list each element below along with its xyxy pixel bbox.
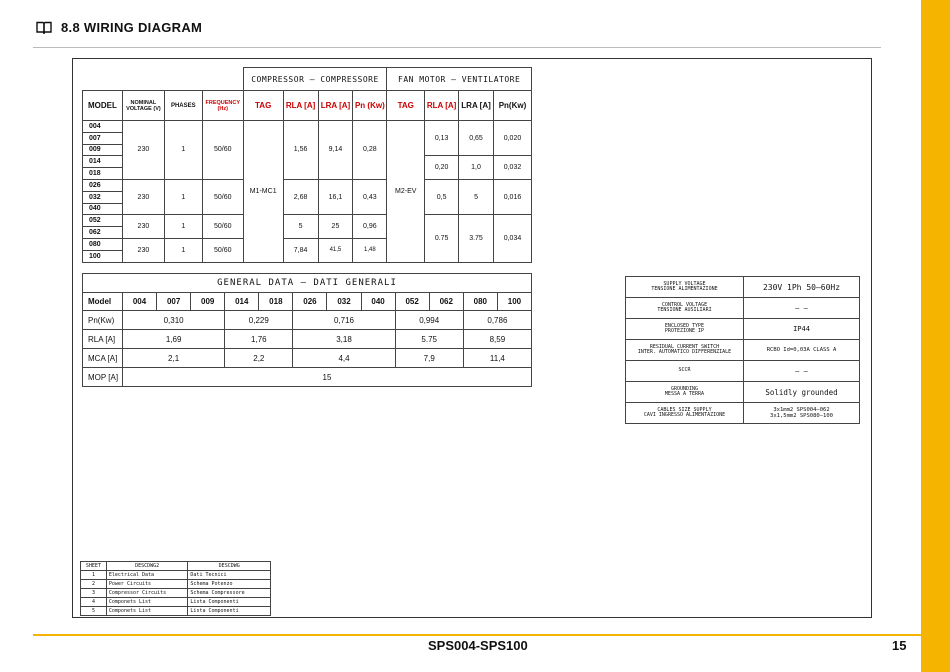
supply-value: 230V 1Ph 50–60Hz bbox=[744, 277, 860, 298]
phases-cell: 1 bbox=[164, 121, 202, 180]
voltage-cell: 230 bbox=[122, 238, 164, 262]
general-model-cell: 014 bbox=[225, 293, 259, 311]
lra-cell: 9,14 bbox=[318, 121, 353, 180]
fan-lra-cell: 5 bbox=[459, 179, 494, 214]
fan-lra-cell: 1,0 bbox=[459, 156, 494, 180]
fan-pn-cell: 0,020 bbox=[493, 121, 531, 156]
sheet-number: 5 bbox=[81, 607, 107, 616]
page-title: 8.8 WIRING DIAGRAM bbox=[61, 20, 203, 35]
row-label-mop: MOP [A] bbox=[83, 368, 123, 387]
sheet-number: 4 bbox=[81, 598, 107, 607]
fan-lra-cell: 0,65 bbox=[459, 121, 494, 156]
section-heading bbox=[36, 20, 202, 35]
frequency-cell: 50/60 bbox=[202, 179, 243, 214]
fan-rla-cell: 0.75 bbox=[425, 215, 459, 262]
phases-cell: 1 bbox=[164, 238, 202, 262]
voltage-cell: 230 bbox=[122, 179, 164, 214]
fan-pn-cell: 0,016 bbox=[493, 179, 531, 214]
top-divider bbox=[33, 47, 881, 48]
general-model-cell: 009 bbox=[191, 293, 225, 311]
model-cell: 018 bbox=[83, 168, 123, 180]
supply-value: IP44 bbox=[744, 319, 860, 340]
side-accent-bar bbox=[921, 0, 950, 672]
footer-divider bbox=[33, 634, 921, 636]
compressor-group-header: COMPRESSOR – COMPRESSORE bbox=[243, 68, 387, 91]
col-fan-lra: LRA [A] bbox=[459, 91, 494, 121]
model-cell: 009 bbox=[83, 144, 123, 156]
row-label-rla: RLA [A] bbox=[83, 330, 123, 349]
rla-value: 1,76 bbox=[225, 330, 293, 349]
lra-cell: 41,5 bbox=[318, 238, 353, 262]
general-model-cell: 018 bbox=[259, 293, 293, 311]
fan-rla-cell: 0,13 bbox=[425, 121, 459, 156]
fan-pn-cell: 0,032 bbox=[493, 156, 531, 180]
phases-cell: 1 bbox=[164, 215, 202, 239]
sheet-desc-it: Lista Componenti bbox=[188, 598, 271, 607]
col-frequency: FREQUENCY (Hz) bbox=[202, 91, 243, 121]
frequency-cell: 50/60 bbox=[202, 121, 243, 180]
col-lra: LRA [A] bbox=[318, 91, 353, 121]
sheet-desc-en: Componets List bbox=[106, 598, 188, 607]
supply-label: RESIDUAL CURRENT SWITCH INTER. AUTOMATICO DIFFERENZIALE bbox=[626, 340, 744, 361]
mca-value: 11,4 bbox=[463, 349, 531, 368]
supply-label: SCCR bbox=[626, 361, 744, 382]
model-cell: 014 bbox=[83, 156, 123, 168]
model-cell: 032 bbox=[83, 191, 123, 203]
pn-value: 0,786 bbox=[463, 311, 531, 330]
pn-cell: 1,48 bbox=[353, 238, 387, 262]
frequency-cell: 50/60 bbox=[202, 238, 243, 262]
fan-tag-cell: M2-EV bbox=[387, 121, 425, 263]
footer-model-range: SPS004-SPS100 bbox=[428, 638, 528, 653]
general-title: GENERAL DATA – DATI GENERALI bbox=[83, 274, 532, 293]
col-fan-pn: Pn(Kw) bbox=[493, 91, 531, 121]
sheet-desc-it: Lista Componenti bbox=[188, 607, 271, 616]
model-cell: 080 bbox=[83, 238, 123, 250]
supply-label: CONTROL VOLTAGE TENSIONE AUSILIARI bbox=[626, 298, 744, 319]
general-model-cell: 026 bbox=[293, 293, 327, 311]
general-model-cell: 080 bbox=[463, 293, 497, 311]
pn-value: 0,229 bbox=[225, 311, 293, 330]
fan-group-header: FAN MOTOR – VENTILATORE bbox=[387, 68, 532, 91]
fan-pn-cell: 0,034 bbox=[493, 215, 531, 262]
sheet-desc-it: Schema Potenzo bbox=[188, 580, 271, 589]
fan-lra-cell: 3.75 bbox=[459, 215, 494, 262]
model-cell: 026 bbox=[83, 179, 123, 191]
fan-rla-cell: 0,5 bbox=[425, 179, 459, 214]
supply-value: Solidly grounded bbox=[744, 382, 860, 403]
supply-data-table bbox=[625, 276, 860, 424]
pn-cell: 0,96 bbox=[353, 215, 387, 239]
mca-value: 2,1 bbox=[123, 349, 225, 368]
sheet-desc-en: Power Circuits bbox=[106, 580, 188, 589]
rla-cell: 7,84 bbox=[283, 238, 318, 262]
sheet-list-table bbox=[80, 561, 271, 616]
voltage-cell: 230 bbox=[122, 215, 164, 239]
lra-cell: 16,1 bbox=[318, 179, 353, 214]
model-cell: 062 bbox=[83, 227, 123, 239]
book-icon bbox=[36, 21, 52, 34]
supply-label: GROUNDING MESSA A TERRA bbox=[626, 382, 744, 403]
general-model-cell: 052 bbox=[395, 293, 429, 311]
col-voltage: NOMINAL VOLTAGE (V) bbox=[122, 91, 164, 121]
sheet-number: 1 bbox=[81, 571, 107, 580]
pn-value: 0,310 bbox=[123, 311, 225, 330]
electrical-data-table bbox=[82, 67, 532, 263]
general-model-cell: 004 bbox=[123, 293, 157, 311]
frequency-cell: 50/60 bbox=[202, 215, 243, 239]
phases-cell: 1 bbox=[164, 179, 202, 214]
mca-value: 7,9 bbox=[395, 349, 463, 368]
sheet-desc-it: Dati Tecnici bbox=[188, 571, 271, 580]
supply-label: CABLES SIZE SUPPLY CAVI INGRESSO ALIMENTAZIONE bbox=[626, 403, 744, 424]
model-cell: 040 bbox=[83, 203, 123, 215]
rla-value: 3,18 bbox=[293, 330, 395, 349]
mca-value: 4,4 bbox=[293, 349, 395, 368]
desc-it-col-header: DESCDWG bbox=[188, 562, 271, 571]
model-cell: 100 bbox=[83, 250, 123, 262]
general-model-cell: 040 bbox=[361, 293, 395, 311]
col-fan-tag: TAG bbox=[387, 91, 425, 121]
model-cell: 004 bbox=[83, 121, 123, 133]
rla-cell: 2,68 bbox=[283, 179, 318, 214]
col-tag: TAG bbox=[243, 91, 283, 121]
row-label-model: Model bbox=[83, 293, 123, 311]
supply-value: — — bbox=[744, 298, 860, 319]
supply-value: 3x1mm2 SPS004–062 3x1,5mm2 SPS080–100 bbox=[744, 403, 860, 424]
general-model-cell: 032 bbox=[327, 293, 361, 311]
compressor-tag-cell: M1-MC1 bbox=[243, 121, 283, 263]
page-number: 15 bbox=[892, 638, 907, 653]
sheet-desc-en: Electrical Data bbox=[106, 571, 188, 580]
desc-en-col-header: DESCDWG2 bbox=[106, 562, 188, 571]
col-fan-rla: RLA [A] bbox=[425, 91, 459, 121]
sheet-desc-it: Schema Compressore bbox=[188, 589, 271, 598]
rla-value: 8,59 bbox=[463, 330, 531, 349]
supply-label: ENCLOSED TYPE PROTEZIONE IP bbox=[626, 319, 744, 340]
col-rla: RLA [A] bbox=[283, 91, 318, 121]
supply-value: — — bbox=[744, 361, 860, 382]
pn-cell: 0,28 bbox=[353, 121, 387, 180]
fan-rla-cell: 0,20 bbox=[425, 156, 459, 180]
row-label-pn: Pn(Kw) bbox=[83, 311, 123, 330]
rla-value: 5.75 bbox=[395, 330, 463, 349]
pn-value: 0,994 bbox=[395, 311, 463, 330]
mca-value: 2,2 bbox=[225, 349, 293, 368]
col-phases: PHASES bbox=[164, 91, 202, 121]
rla-cell: 5 bbox=[283, 215, 318, 239]
sheet-number: 2 bbox=[81, 580, 107, 589]
sheet-desc-en: Componets List bbox=[106, 607, 188, 616]
rla-value: 1,69 bbox=[123, 330, 225, 349]
col-model: MODEL bbox=[83, 91, 123, 121]
lra-cell: 25 bbox=[318, 215, 353, 239]
pn-cell: 0,43 bbox=[353, 179, 387, 214]
sheet-desc-en: Compressor Circuits bbox=[106, 589, 188, 598]
model-cell: 052 bbox=[83, 215, 123, 227]
general-model-cell: 062 bbox=[429, 293, 463, 311]
model-cell: 007 bbox=[83, 132, 123, 144]
rla-cell: 1,56 bbox=[283, 121, 318, 180]
general-model-cell: 100 bbox=[497, 293, 531, 311]
blank-corner bbox=[83, 68, 244, 91]
mop-value: 15 bbox=[123, 368, 532, 387]
supply-value: RCBO Id=0,03A CLASS A bbox=[744, 340, 860, 361]
general-model-cell: 007 bbox=[157, 293, 191, 311]
general-data-table bbox=[82, 273, 532, 387]
voltage-cell: 230 bbox=[122, 121, 164, 180]
pn-value: 0,716 bbox=[293, 311, 395, 330]
col-pn: Pn (Kw) bbox=[353, 91, 387, 121]
row-label-mca: MCA [A] bbox=[83, 349, 123, 368]
sheet-col-header: SHEET bbox=[81, 562, 107, 571]
supply-label: SUPPLY VOLTAGE TENSIONE ALIMENTAZIONE bbox=[626, 277, 744, 298]
sheet-number: 3 bbox=[81, 589, 107, 598]
